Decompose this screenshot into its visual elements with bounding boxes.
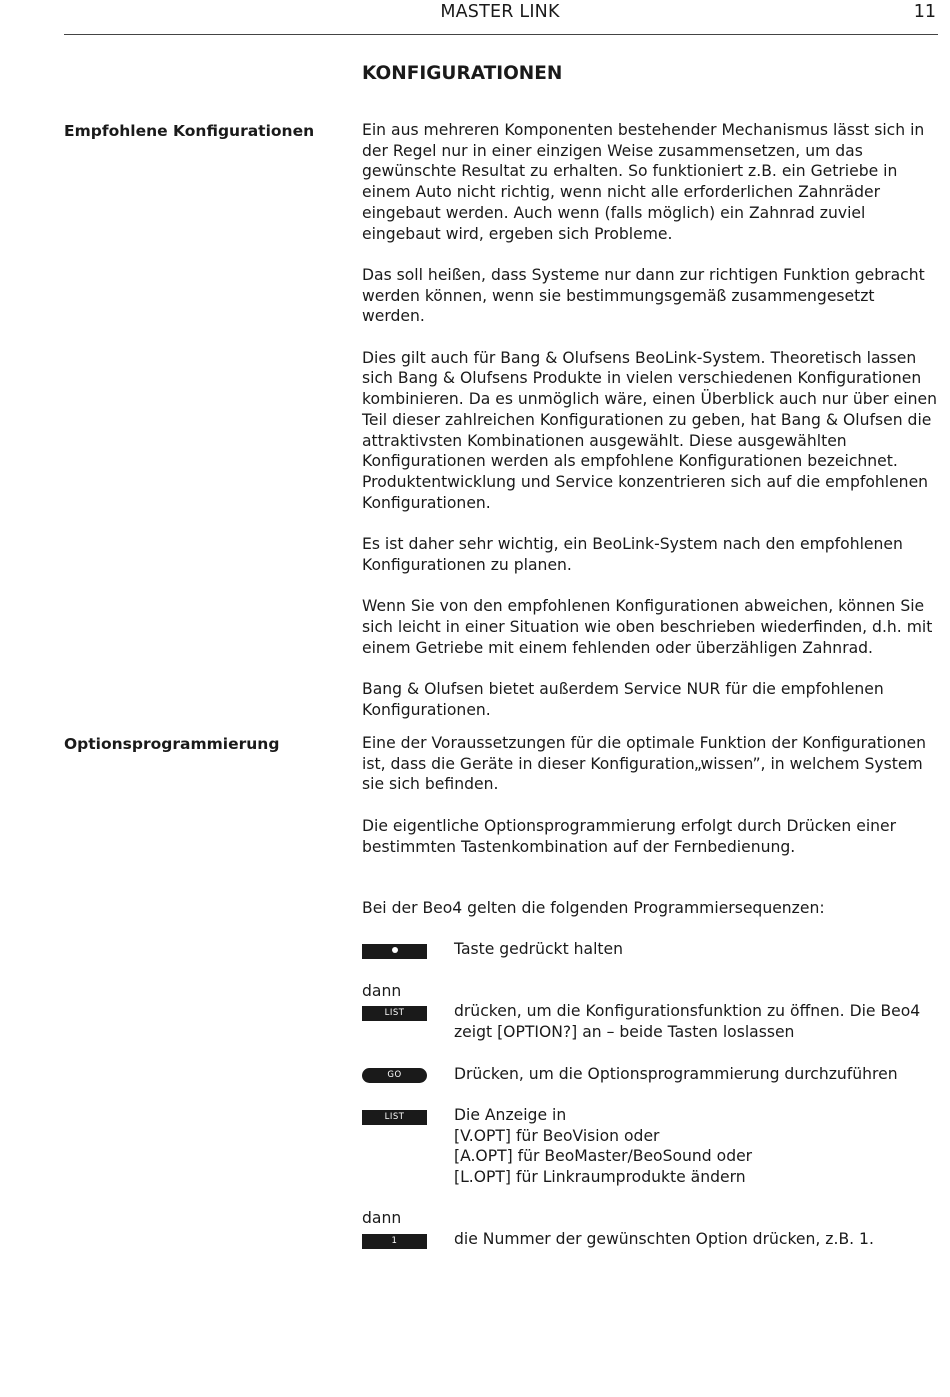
beo4-key-go: GO [362,1068,427,1083]
beo4-key-1: 1 [362,1234,427,1249]
step-text [454,1064,940,1085]
step-line: Drücken, um die Optionsprogrammierung durchzuführen [454,1065,898,1083]
options-text [362,733,942,878]
beo4-key-list: LIST [362,1110,427,1125]
paragraph: Wenn Sie von den empfohlenen Konfigurationen abweichen, können Sie sich leicht in einer Situation wie oben beschrieben wiederfinden, d.h. mit einem Getriebe mit einem fehlenden oder überzähligen Zahnrad. [362,597,933,657]
empfohlene-text [362,120,942,741]
step-text [454,1105,940,1188]
paragraph: Eine der Voraussetzungen für die optimale Funktion der Konfigurationen ist, dass die Geräte in dieser Konfiguration„wissen”, in welchem System sie sich befinden. [362,734,926,794]
paragraph: Es ist daher sehr wichtig, ein BeoLink-System nach den empfohlenen Konfigurationen zu planen. [362,535,903,574]
beo4-key-list: LIST [362,1006,427,1021]
section-title: KONFIGURATIONEN [362,63,563,84]
step-text [454,1001,940,1042]
sequence-intro: Bei der Beo4 gelten die folgenden Programmiersequenzen: [362,899,825,917]
paragraph: Bang & Olufsen bietet außerdem Service NUR für die empfohlenen Konfigurationen. [362,679,884,719]
step-pre-dann: dann [362,982,402,1000]
step-text [454,1229,940,1250]
step-line: [A.OPT] für BeoMaster/BeoSound oder [454,1147,753,1166]
step-line: drücken, um die Konfigurationsfunktion zu öffnen. Die Beo4 [454,1002,921,1020]
paragraph: Ein aus mehreren Komponenten bestehender Mechanismus lässt sich in der Regel nur in einer einzigen Weise zusammensetzen, um das gewünschte Resultat zu erhalten. So funktioniert z.B. ein Getriebe in einem Auto nicht richtig, wenn nicht alle erforderlichen Zahnräder eingebaut werden. Auch wenn (falls möglich) ein Zahnrad zuviel eingebaut wird, ergeben sich Probleme. [362,121,925,243]
step-pre-dann: dann [362,1209,402,1227]
paragraph: Die eigentliche Optionsprogrammierung erfolgt durch Drücken einer bestimmten Tastenkombination auf der Fernbedienung. [362,816,897,856]
beo4-key-center [362,944,427,959]
header-title: MASTER LINK [440,2,560,22]
paragraph: Dies gilt auch für Bang & Olufsens BeoLink-System. Theoretisch lassen sich Bang & Olufsens Produkte in vielen verschiedenen Konfigurationen kombinieren. Da es unmöglich wäre, einen Überblick auch nur über einen Teil dieser zahlreichen Konfigurationen zu geben, hat Bang & Olufsen die attraktivsten Kombinationen ausgewählt. Diese ausgewählten Konfigurationen werden als empfohlene Konfigurationen bezeichnet. Produktentwicklung und Service konzentrieren sich auf die empfohlenen Konfigurationen. [362,348,937,512]
heading-empfohlene-konfigurationen: Empfohlene Konfigurationen [64,122,315,140]
header-rule [64,34,938,35]
step-text [454,939,940,960]
page-number: 11 [913,2,936,22]
paragraph: Das soll heißen, dass Systeme nur dann zur richtigen Funktion gebracht werden können, wenn sie bestimmungsgemäß zusammengesetzt werden. [362,265,925,326]
heading-optionsprogrammierung: Optionsprogrammierung [64,735,280,753]
step-line: Die Anzeige in [454,1106,567,1124]
step-line: die Nummer der gewünschten Option drücken, z.B. 1. [454,1230,874,1248]
step-line: zeigt [OPTION?] an – beide Tasten loslassen [454,1022,795,1041]
step-line: [V.OPT] für BeoVision oder [454,1126,660,1145]
dot-icon [392,947,398,953]
step-line: [L.OPT] für Linkraumprodukte ändern [454,1168,746,1187]
step-line: Taste gedrückt halten [454,940,624,958]
